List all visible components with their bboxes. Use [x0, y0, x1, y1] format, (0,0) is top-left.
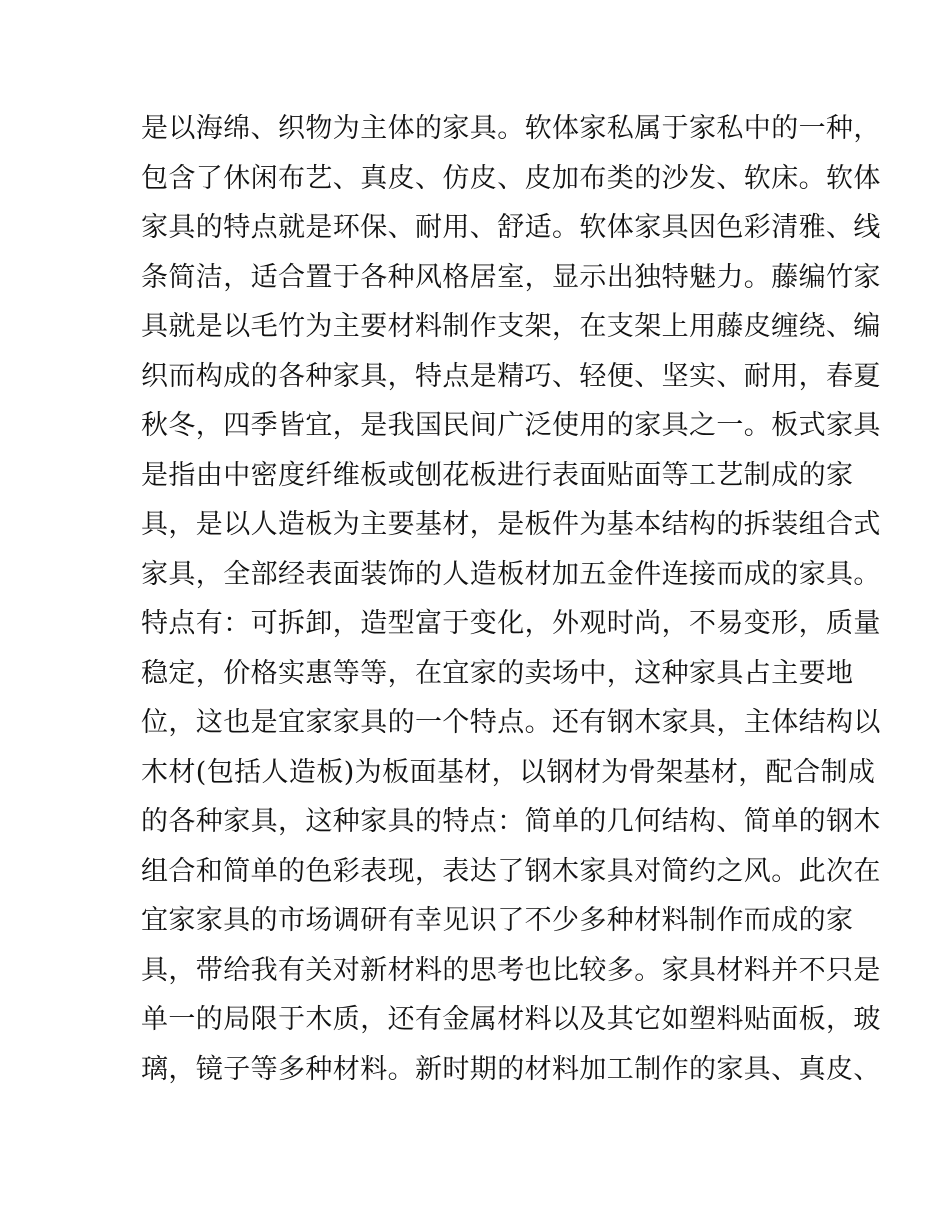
text-line: 家具，全部经表面装饰的人造板材加五金件连接而成的家具。: [141, 558, 881, 590]
text-line: 稳定，价格实惠等等，在宜家的卖场中，这种家具占主要地: [141, 657, 854, 689]
text-line: 是以海绵、织物为主体的家具。软体家私属于家私中的一种，: [141, 113, 881, 144]
text-line: 包含了休闲布艺、真皮、仿皮、皮加布类的沙发、软床。软体: [141, 162, 881, 194]
text-line: 璃，镜子等多种材料。新时期的材料加工制作的家具、真皮、: [141, 1053, 881, 1085]
text-line: 木材(包括人造板)为板面基材，以钢材为骨架基材，配合制成: [141, 756, 876, 788]
text-line: 位，这也是宜家家具的一个特点。还有钢木家具，主体结构以: [141, 707, 881, 738]
text-line: 条简洁，适合置于各种风格居室，显示出独特魅力。藤编竹家: [141, 261, 881, 293]
text-line: 具就是以毛竹为主要材料制作支架，在支架上用藤皮缠绕、编: [141, 311, 881, 342]
text-line: 是指由中密度纤维板或刨花板进行表面贴面等工艺制成的家: [141, 459, 854, 491]
text-line: 宜家家具的市场调研有幸见识了不少多种材料制作而成的家: [141, 905, 854, 936]
text-line: 具，带给我有关对新材料的思考也比较多。家具材料并不只是: [141, 954, 881, 986]
text-line: 的各种家具，这种家具的特点：简单的几何结构、简单的钢木: [141, 806, 881, 837]
text-line: 单一的局限于木质，还有金属材料以及其它如塑料贴面板，玻: [141, 1004, 881, 1035]
body-paragraph: [141, 104, 881, 1094]
text-line: 特点有：可拆卸，造型富于变化，外观时尚，不易变形，质量: [141, 608, 881, 639]
text-line: 秋冬，四季皆宜，是我国民间广泛使用的家具之一。板式家具: [141, 410, 881, 441]
text-line: 具，是以人造板为主要基材，是板件为基本结构的拆装组合式: [141, 509, 881, 540]
text-line: 家具的特点就是环保、耐用、舒适。软体家具因色彩清雅、线: [141, 212, 881, 243]
text-line: 织而构成的各种家具，特点是精巧、轻便、坚实、耐用，春夏: [141, 360, 881, 392]
text-line: 组合和简单的色彩表现，表达了钢木家具对简约之风。此次在: [141, 855, 881, 887]
